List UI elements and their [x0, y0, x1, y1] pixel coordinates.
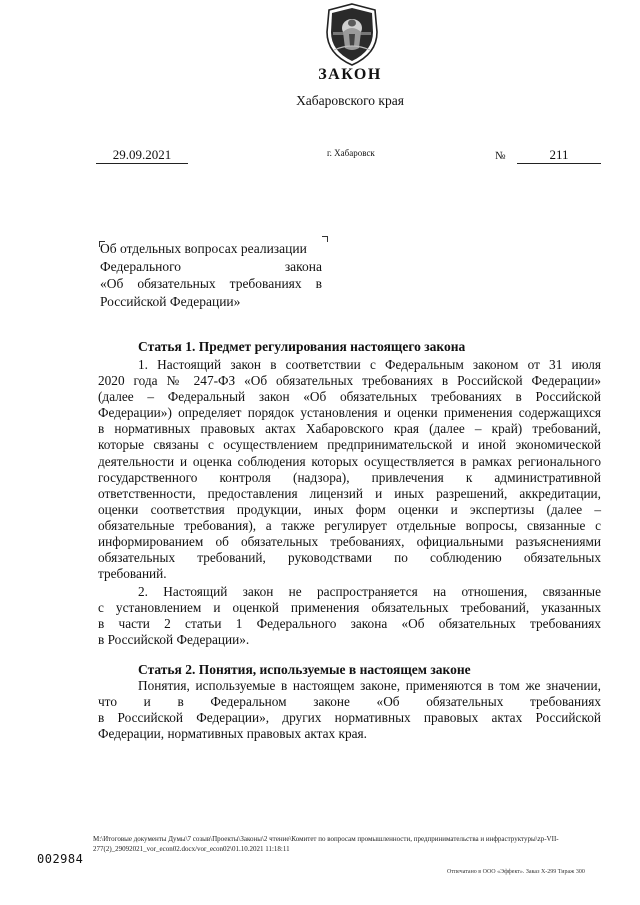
footer-path-line: 277(2)_29092021_vor_econ02.docx/vor_econ02\01.10.2021 11:18:11 [93, 845, 290, 853]
text-line: в нормативных правовых актах Хабаровского края (далее – край) требований, [98, 421, 601, 437]
article-1-heading: Статья 1. Предмет регулирования настоящего закона [138, 339, 466, 354]
text-line: (далее – Федеральный закон «Об обязательных требованиях в Российской [98, 389, 601, 405]
document-city: г. Хабаровск [327, 148, 375, 158]
text-line: требований. [98, 566, 167, 582]
document-number: 211 [517, 148, 601, 164]
text-line: государственного контроля (надзора), привлечения к административной [98, 469, 601, 485]
text-line: 1. Настоящий закон в соответствии с Федеральным законом от 31 июля [138, 357, 601, 372]
text-line: деятельности и оценка соблюдения которых осуществляется в рамках регионального [98, 453, 601, 469]
footer-path-line: M:\Итоговые документы Думы\7 созыв\Проекты\Законы\2 чтение\Комитет по вопросам промышленности, предпринимательства и инфраструктуры\zp-VII- [93, 835, 559, 843]
text-line: ответственности, предоставления лицензий и иных разрешений, аккредитации, [98, 485, 601, 501]
text-line: информированием об обязательных требованиях, официальными разъяснениями [98, 534, 601, 550]
text-line: что и в Федеральном законе «Об обязательных требованиях [98, 694, 601, 710]
footer-printer-note: Отпечатано в ООО «Эффект». Заказ Х-299 Тираж 300 [447, 869, 585, 875]
text-line: в Российской Федерации». [98, 632, 250, 648]
document-subtitle: Хабаровского края [296, 93, 404, 108]
subject-line: Федерального закона [100, 258, 322, 274]
text-line: с установлением и оценкой применения обязательных требований, указанных [98, 600, 601, 616]
text-line: обязательные требования), а также регулирует отдельные вопросы, связанные с [98, 517, 601, 533]
text-line: обязательных требований, руководствами по соблюдению обязательных [98, 550, 601, 566]
article-2-paragraph [98, 678, 601, 742]
document-date: 29.09.2021 [96, 148, 188, 164]
text-line: Федерации, нормативных правовых актах края. [98, 726, 367, 742]
text-line: которые связаны с осуществлением предпринимательской и иной экономической [98, 437, 601, 453]
footer-code: 002984 [37, 852, 84, 866]
coat-of-arms-icon [323, 2, 381, 68]
article-1-paragraph-2 [98, 584, 601, 648]
subject-line: Об отдельных вопросах реализации [100, 241, 307, 256]
text-line: в части 2 статьи 1 Федерального закона «Об обязательных требованиях [98, 616, 601, 632]
text-line: Понятия, используемые в настоящем законе, применяются в том же значении, [138, 678, 601, 693]
subject-line: Российской Федерации» [100, 293, 241, 309]
footer-file-path [93, 834, 603, 854]
text-line: 2020 года № 247-ФЗ «Об обязательных требованиях в Российской Федерации» [98, 373, 601, 389]
text-line: в Российской Федерации», других нормативных правовых актах Российской [98, 710, 601, 726]
text-line: оценки соответствия продукции, иных форм оценки и экспертизы (далее – [98, 501, 601, 517]
text-line: Федерации») определяет порядок установления и оценки применения содержащихся [98, 405, 601, 421]
text-line: 2. Настоящий закон не распространяется на отношения, связанные [138, 584, 601, 599]
number-sign: № [495, 150, 506, 162]
article-1-paragraph-1 [98, 357, 601, 582]
document-title: ЗАКОН [318, 66, 382, 83]
document-subject [100, 240, 322, 310]
subject-bracket-right [322, 236, 328, 242]
article-2-heading: Статья 2. Понятия, используемые в настоящем законе [138, 662, 471, 677]
subject-line: «Об обязательных требованиях в [100, 276, 322, 291]
